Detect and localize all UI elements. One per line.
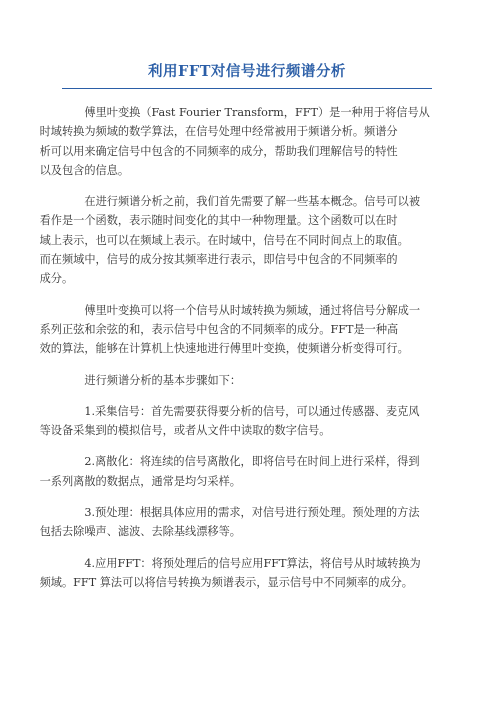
paragraph-line: 系列正弦和余弦的和，表示信号中包含的不同频率的成分。FFT是一种高 — [39, 322, 399, 336]
paragraph-line: 效的算法，能够在计算机上快速地进行傅里叶变换，使频谱分析变得可行。 — [39, 342, 409, 356]
paragraph — [39, 192, 432, 288]
paragraph-line: 4.应用FFT：将预处理后的信号应用FFT算法，将信号从时域转换为 — [84, 556, 421, 570]
paragraph-line: 一系列离散的数据点，通常是均匀采样。 — [39, 474, 241, 488]
paragraph-line: 进行频谱分析的基本步骤如下： — [84, 373, 242, 387]
paragraph-line: 成分。 — [39, 272, 74, 286]
paragraph-line: 时域转换为频域的数学算法，在信号处理中经常被用于频谱分析。频谱分 — [39, 125, 398, 139]
document-title: 利用FFT对信号进行频谱分析 — [148, 63, 346, 80]
paragraph-line: 在进行频谱分析之前，我们首先需要了解一些基本概念。信号可以被 — [84, 195, 421, 209]
paragraph-line: 以及包含的信息。 — [39, 163, 130, 177]
paragraph-line: 频域。FFT 算法可以将信号转换为频谱表示，显示信号中不同频率的成分。 — [39, 575, 413, 589]
paragraph-line: 2.离散化：将连续的信号离散化，即将信号在时间上进行采样，得到 — [84, 455, 420, 469]
paragraph-line: 看作是一个函数，表示随时间变化的其中一种物理量。这个函数可以在时 — [39, 214, 398, 228]
document-body — [39, 103, 432, 592]
paragraph-line: 而在频域中，信号的成分按其频率进行表示，即信号中包含的不同频率的 — [39, 253, 398, 267]
paragraph — [62, 371, 432, 390]
title-divider — [62, 88, 432, 89]
paragraph-line: 傅里叶变换可以将一个信号从时域转换为频域，通过将信号分解成一 — [84, 303, 421, 317]
paragraph-line: 傅里叶变换（Fast Fourier Transform，FFT）是一种用于将信号从 — [84, 106, 430, 119]
paragraph-line: 域上表示，也可以在频域上表示。在时域中，信号在不同时间点上的取值。 — [39, 233, 409, 247]
paragraph-line: 析可以用来确定信号中包含的不同频率的成分，帮助我们理解信号的特性 — [39, 144, 398, 158]
paragraph — [39, 452, 432, 491]
paragraph — [39, 554, 432, 593]
paragraph-line: 3.预处理：根据具体应用的需求，对信号进行预处理。预处理的方法 — [84, 506, 420, 520]
paragraph — [39, 402, 432, 441]
paragraph-line: 包括去除噪声、滤波、去除基线漂移等。 — [39, 525, 241, 539]
paragraph — [39, 103, 432, 180]
paragraph — [39, 301, 432, 359]
paragraph-line: 等设备采集到的模拟信号，或者从文件中读取的数字信号。 — [39, 424, 331, 438]
paragraph-line: 1.采集信号：首先需要获得要分析的信号，可以通过传感器、麦克风 — [84, 404, 420, 418]
paragraph — [39, 503, 432, 542]
